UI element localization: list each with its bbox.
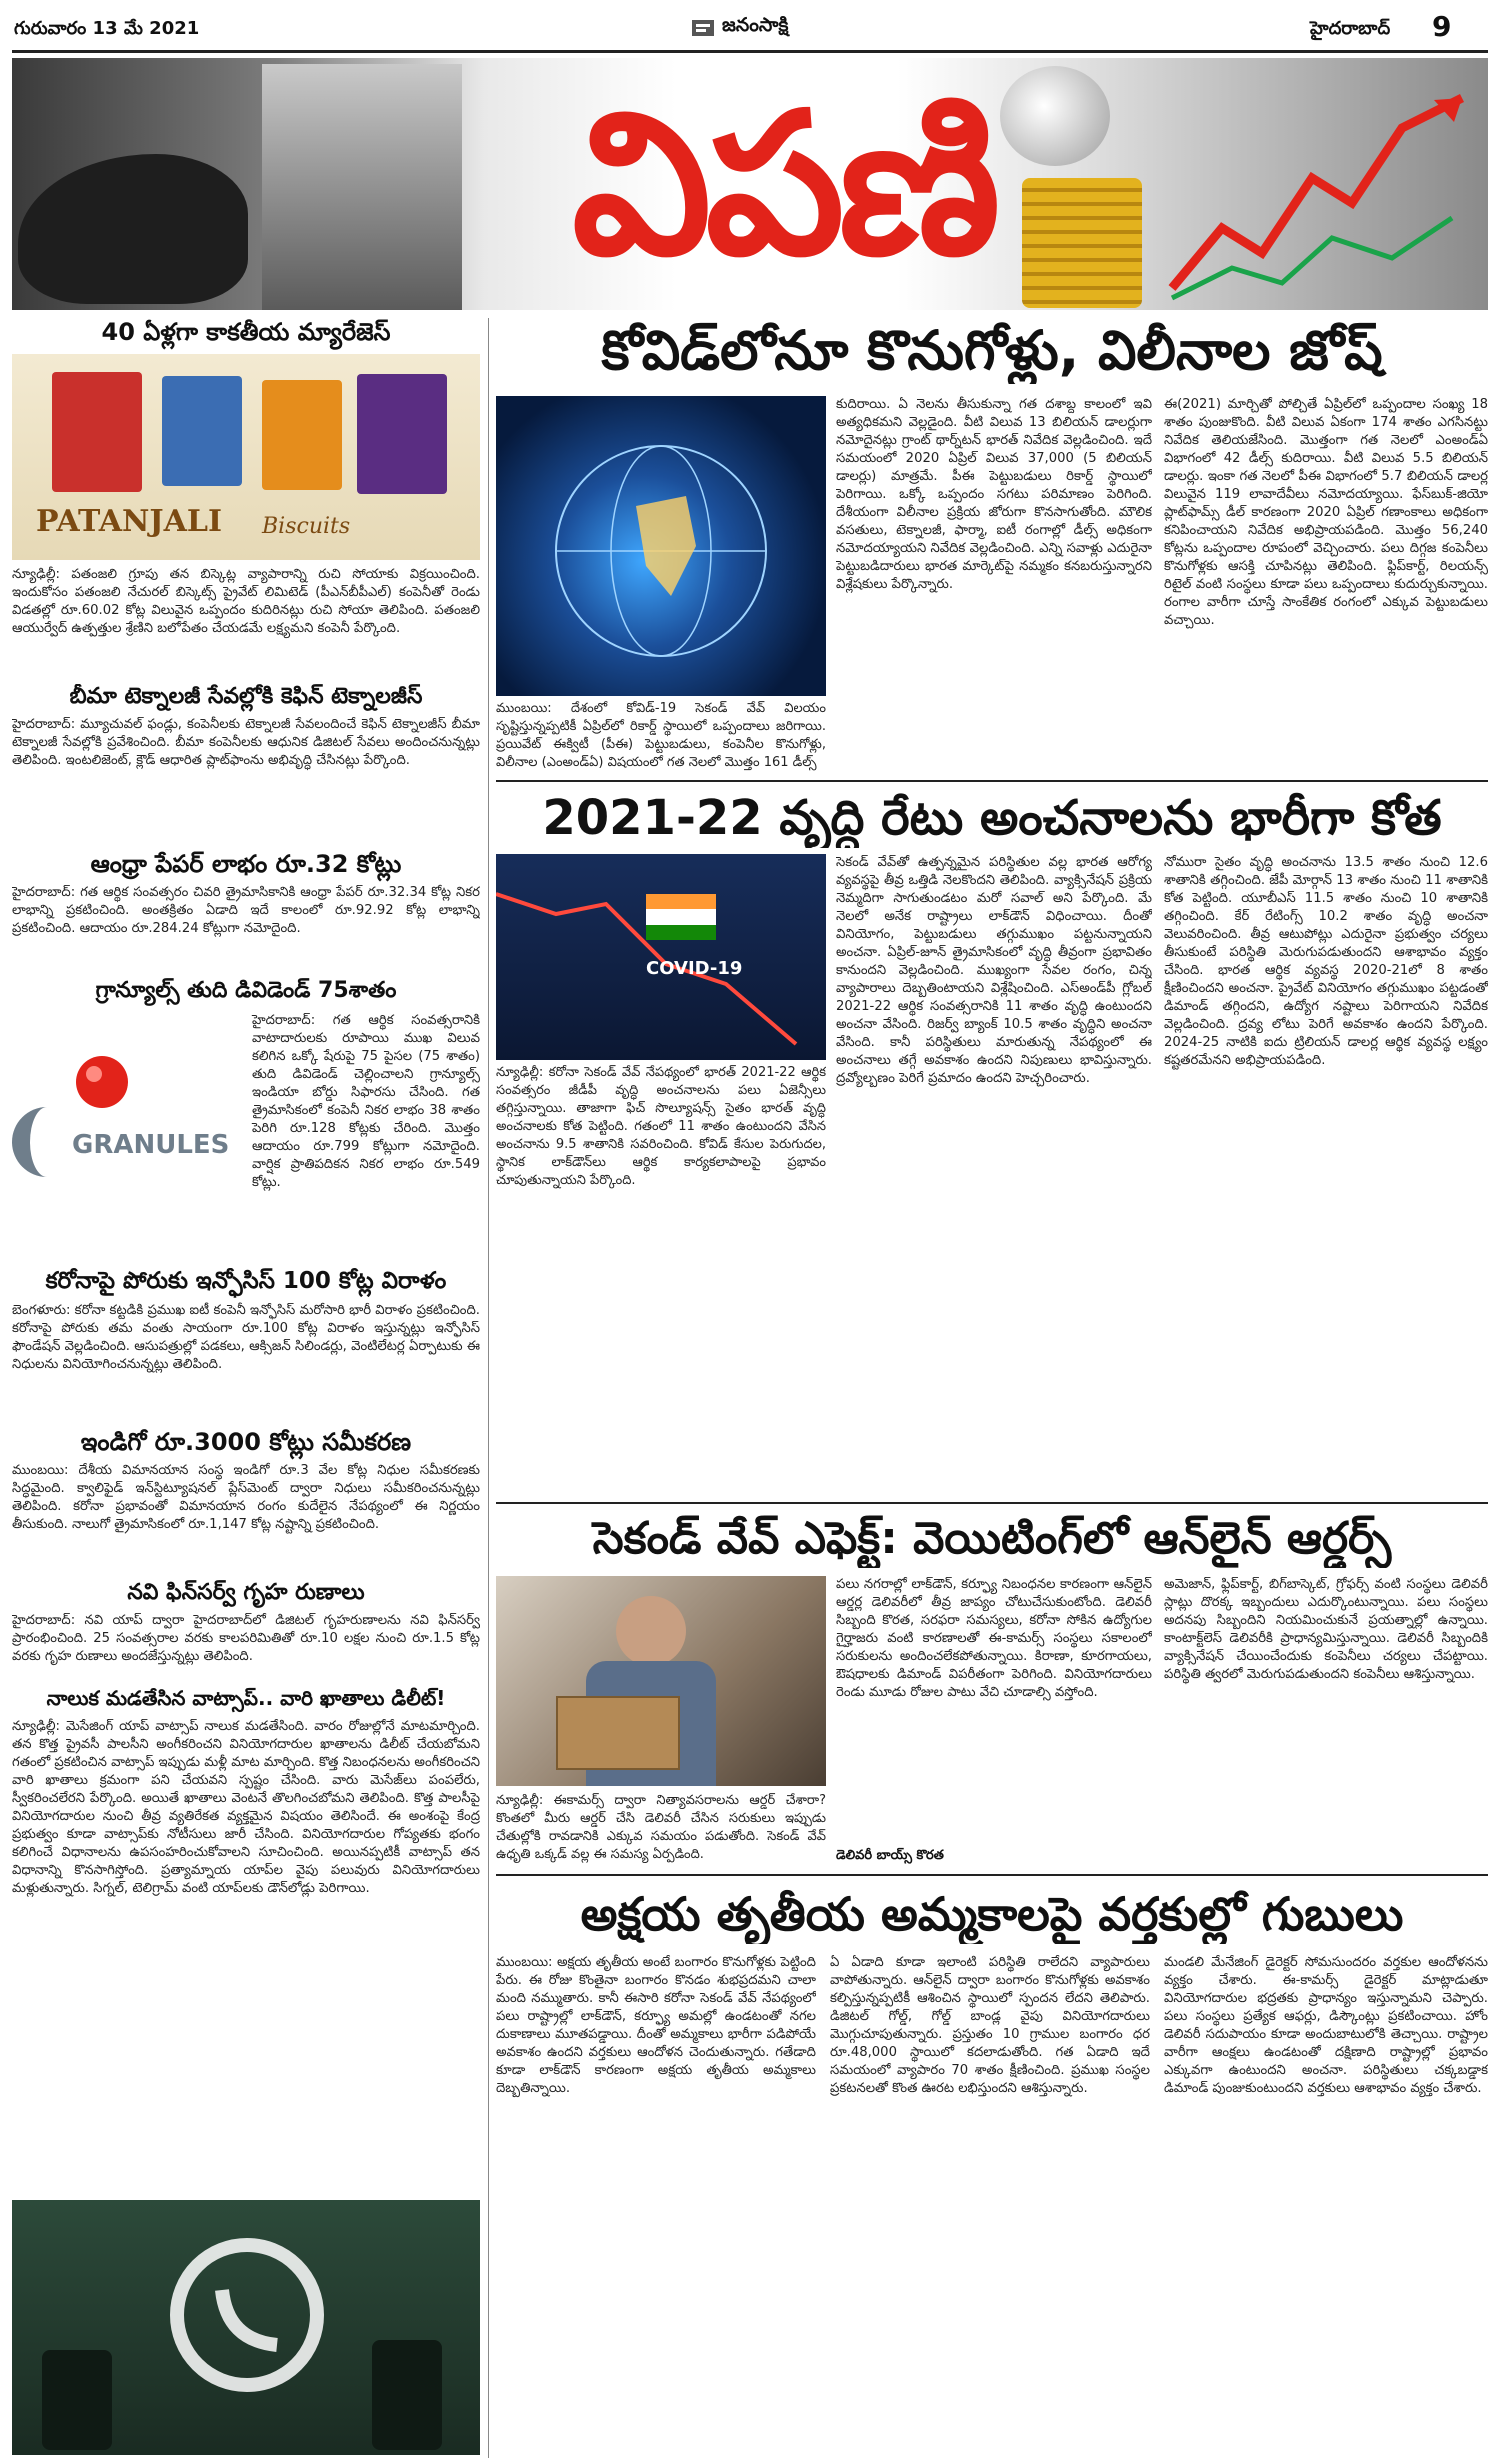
bull-image [18,154,248,304]
s7-headline: నవి ఫిన్‌సర్వ్ గృహ రుణాలు [127,1580,365,1605]
uptrend-arrow-icon [1162,78,1482,308]
a2-col1: సెకండ్ వేవ్‌తో ఉత్పన్నమైన పరిస్థితుల వల్ల భారత ఆరోగ్య వ్యవస్థపై తీవ్ర ఒత్తిడి నెలకొందని తెలిపింది. వ్యాక్సినేషన్ ప్రక్రియ నెమ్మదిగా సాగుతుండటం మరో సవాల్ అని పేర్కొంది. మే నెలలో అనేక రాష్ట్రాలు లాక్‌డౌన్ విధించాయి. దీంతో వినియోగం, పెట్టుబడులు తగ్గుముఖం పట్టనున్నాయని అంచనా. ఏప్రిల్-జూన్ త్రైమాసికంలో వృద్ధి తీవ్రంగా ప్రభావితం కానుందని వెల్లడించింది. ముఖ్యంగా సేవల రంగం, చిన్న వ్యాపారాలు దెబ్బతింటాయని విశ్లేషించింది. ఎస్అండ్‌పీ గ్లోబల్ 2021-22 ఆర్థిక సంవత్సరానికి 11 శాతం వృద్ధి ఉంటుందని అంచనా వేసింది. రిజర్వ్ బ్యాంక్ 10.5 శాతం వృద్ధిని అంచనా వేసింది. కానీ పరిస్థితులు మారుతున్న నేపథ్యంలో ఈ అంచనాలు తగ్గే అవకాశం ఉందని నిపుణులు భావిస్తున్నారు. ద్రవ్యోల్బణం పెరిగే ప్రమాదం ఉందని హెచ్చరించారు. [836,855,1152,1086]
paper-name: జనంసాక్షి [722,14,789,36]
a2-headline: 2021-22 వృద్ధి రేటు అంచనాలను భారీగా కోత [542,790,1442,846]
a1-col1: కుదిరాయి. ఏ నెలను తీసుకున్నా గత దశాబ్ద కాలంలో ఇవి అత్యధికమని వెల్లడైంది. వీటి విలువ 13 బిలియన్ డాలర్లుగా నమోదైనట్లు గ్రాంట్ థార్న్‌టన్ భారత్ నివేదిక వెల్లడించింది. ఇదే సమయంలో 2020 ఏప్రిల్ విలువ 37,000 (5 బిలియన్ డాలర్లు) మాత్రమే. పీఈ పెట్టుబడులు రికార్డ్ స్థాయిలో పెరిగాయి. ఒక్కో ఒప్పందం సగటు పరిమాణం పెరిగింది. దేశీయంగా విలీనాల ప్రక్రియ జోరుగా కొనసాగుతోంది. మౌలిక వసతులు, టెక్నాలజీ, ఫార్మా, ఐటీ రంగాల్లో డీల్స్ అధికంగా నమోదయ్యాయని నివేదిక వెల్లడించింది. ఎన్ని సవాళ్లు ఎదురైనా పెట్టుబడిదారులు భారత మార్కెట్‌పై నమ్మకం కనబరుస్తున్నారని విశ్లేషకులు పేర్కొన్నారు. [836,397,1152,592]
a2-photo-label: COVID-19 [646,958,743,979]
s8-body: న్యూఢిల్లీ: మెసేజింగ్ యాప్ వాట్సాప్ నాలుక మడతేసింది. వారం రోజుల్లోనే మాటమార్చింది. తన కొత్త ప్రైవసీ పాలసీని అంగీకరించని వినియోగదారుల ఖాతాలను డిలీట్ చేయబోమని గతంలో ప్రకటించిన వాట్సాప్ ఇప్పుడు మళ్లీ మాట మార్చింది. కొత్త నిబంధనలను అంగీకరించని వారి ఖాతాలు క్రమంగా పని చేయవని స్పష్టం చేసింది. వారు మెసేజ్‌లు పంపలేరు, స్వీకరించలేరని పేర్కొంది. అయితే ఖాతాలు వెంటనే తొలగించబోమని తెలిపింది. కొత్త పాలసీపై వినియోగదారుల నుంచి తీవ్ర వ్యతిరేకత వ్యక్తమైన విషయం తెలిసిందే. ఈ అంశంపై కేంద్ర ప్రభుత్వం కూడా వాట్సాప్‌కు నోటీసులు జారీ చేసింది. వినియోగదారుల గోప్యతకు భంగం కలిగించే విధానాలను ఉపసంహరించుకోవాలని సూచించింది. అయినప్పటికీ వాట్సాప్ తన విధానాన్ని కొనసాగిస్తోంది. ప్రత్యామ్నాయ యాప్‌ల వైపు పలువురు వినియోగదారులు మళ్లుతున్నారు. సిగ్నల్, టెలిగ్రామ్ వంటి యాప్‌లకు డౌన్‌లోడ్లు పెరిగాయి. [12,1719,480,1896]
s1-headline: 40 ఏళ్లగా కాకతీయ మ్యారేజెస్ [101,318,391,346]
stock-exchange-image [262,64,462,310]
globe-network-icon [536,426,786,676]
header-rule [12,50,1488,53]
biscuit-brand: PATANJALI [36,504,222,539]
a2-caption: న్యూఢిల్లీ: కరోనా సెకండ్ వేవ్ నేపథ్యంలో భారత్ 2021-22 ఆర్థిక సంవత్సరం జీడీపీ వృద్ధి అంచనాలను పలు ఏజెన్సీలు తగ్గిస్తున్నాయి. తాజాగా ఫిచ్ సొల్యూషన్స్ సైతం భారత్ వృద్ధి అంచనాలకు కోత పెట్టింది. గతంలో 11 శాతం ఉంటుందని వేసిన అంచనాను 9.5 శాతానికి సవరించింది. కోవిడ్ కేసుల పెరుగుదల, స్థానిక లాక్‌డౌన్‌లు ఆర్థిక కార్యకలాపాలపై ప్రభావం చూపుతున్నాయని పేర్కొంది. [496,1065,826,1188]
a2-rule [496,1502,1488,1504]
s4-headline: గ్రాన్యూల్స్ తుది డివిడెండ్ 75శాతం [95,978,397,1003]
s6-headline: ఇండిగో రూ.3000 కోట్లు సమీకరణ [80,1428,412,1456]
s8-headline: నాలుక మడతేసిన వాట్సాప్.. వారి ఖాతాలు డిలీట్! [46,1686,446,1710]
a4-col3: మండలి మేనేజింగ్ డైరెక్టర్ సోమసుందరం వర్తకుల ఆందోళనను వ్యక్తం చేశారు. ఈ-కామర్స్ డైరెక్టర్ మాట్లాడుతూ వినియోగదారుల భద్రతకు ప్రాధాన్యం ఇస్తున్నామని చెప్పారు. పలు సంస్థలు ప్రత్యేక ఆఫర్లు, డిస్కౌంట్లు ప్రకటించాయి. హోం డెలివరీ సదుపాయం కూడా అందుబాటులోకి తెచ్చాయి. రాష్ట్రాల వారీగా ఆంక్షలు ఉండటంతో దక్షిణాది రాష్ట్రాల్లో ప్రభావం ఎక్కువగా ఉంటుందని అంచనా. పరిస్థితులు చక్కబడ్డాక డిమాండ్ పుంజుకుంటుందని వర్తకులు ఆశాభావం వ్యక్తం చేశారు. [1164,1955,1488,2096]
city-name: హైదరాబాద్ [1310,18,1391,39]
a3-headline: సెకండ్ వేవ్ ఎఫెక్ట్: వెయిటింగ్‌లో ఆన్‌లైన్ ఆర్డర్స్ [592,1513,1392,1564]
a2-col2: నోమురా సైతం వృద్ధి అంచనాను 13.5 శాతం నుంచి 12.6 శాతానికి తగ్గించింది. జేపీ మోర్గాన్ 13 శాతం నుంచి 11 శాతానికి కోత పెట్టింది. యూబీఎస్ 11.5 శాతం నుంచి 10 శాతానికి తగ్గించింది. కేర్ రేటింగ్స్ 10.2 శాతం వృద్ధి అంచనా వెలువరించింది. తీవ్ర ఆటుపోట్లు ఎదురైనా ప్రభుత్వం చర్యలు తీసుకుంటే పరిస్థితి మెరుగుపడుతుందని ఆశాభావం వ్యక్తం చేసింది. భారత ఆర్థిక వ్యవస్థ 2020-21లో 8 శాతం క్షీణించిందని అంచనా. ప్రైవేట్ వినియోగం తగ్గుముఖం పట్టడంతో డిమాండ్ తగ్గిందని, ఉద్యోగ నష్టాలు పెరిగాయని నివేదిక వెల్లడించింది. ద్రవ్య లోటు పెరిగే అవకాశం ఉందని పేర్కొంది. 2024-25 నాటికి ఐదు ట్రిలియన్ డాలర్ల ఆర్థిక వ్యవస్థ లక్ష్యం కష్టతరమేనని అభిప్రాయపడింది. [1164,855,1488,1068]
a1-photo [496,396,826,696]
a1-caption: ముంబయి: దేశంలో కోవిడ్-19 సెకండ్ వేవ్ విలయం సృష్టిస్తున్నప్పటికీ ఏప్రిల్‌లో రికార్డ్ స్థాయిలో ఒప్పందాలు జరిగాయి. ప్రయివేట్ ఈక్విటీ (పీఈ) పెట్టుబడులు, కంపెనీల కొనుగోళ్లు, విలీనాల (ఎంఅండ్ఏ) విషయంలో గత నెలలో మొత్తం 161 డీల్స్ [496,701,826,770]
decline-chart-icon [496,854,826,1060]
a3-rule [496,1874,1488,1876]
s7-body: హైదరాబాద్: నవి యాప్ ద్వారా హైదరాబాద్‌లో డిజిటల్ గృహరుణాలను నవి ఫిన్‌సర్వ్ ప్రారంభించింది. 25 సంవత్సరాల వరకు కాలపరిమితితో రూ.10 లక్షల నుంచి రూ.1.5 కోట్ల వరకు గృహ రుణాలు అందజేస్తున్నట్లు తెలిపింది. [12,1613,480,1664]
page-number: 9 [1432,10,1452,43]
paper-logo [690,14,788,41]
a4-col2: ఏ ఏడాది కూడా ఇలాంటి పరిస్థితి రాలేదని వ్యాపారులు వాపోతున్నారు. ఆన్‌లైన్ ద్వారా బంగారం కొనుగోళ్లకు అవకాశం కల్పిస్తున్నప్పటికీ ఆశించిన స్థాయిలో స్పందన లేదని తెలిపారు. డిజిటల్ గోల్డ్, గోల్డ్ బాండ్ల వైపు వినియోగదారులు మొగ్గుచూపుతున్నారు. ప్రస్తుతం 10 గ్రాముల బంగారం ధర రూ.48,000 స్థాయిలో కదలాడుతోంది. గత ఏడాది ఇదే సమయంలో వ్యాపారం 70 శాతం క్షీణించింది. ప్రముఖ సంస్థల ప్రకటనలతో కొంత ఊరట లభిస్తుందని ఆశిస్తున్నారు. [830,1955,1150,2096]
section-banner [12,58,1488,310]
s3-headline: ఆంధ్రా పేపర్ లాభం రూ.32 కోట్లు [90,850,402,878]
delivery-person-head [616,1596,686,1666]
s2-headline: బీమా టెక్నాలజీ సేవల్లోకి కెఫిన్ టెక్నాలజీస్ [69,684,423,709]
issue-date: గురువారం 13 మే 2021 [14,18,200,39]
a4-col1: ముంబయి: అక్షయ తృతీయ అంటే బంగారం కొనుగోళ్లకు పెట్టింది పేరు. ఈ రోజు కొంతైనా బంగారం కొనడం శుభప్రదమని చాలా మంది నమ్ముతారు. కానీ ఈసారి కరోనా సెకండ్ వేవ్ నేపథ్యంలో పలు రాష్ట్రాల్లో లాక్‌డౌన్, కర్ఫ్యూ అమల్లో ఉండటంతో నగల దుకాణాలు మూతపడ్డాయి. దీంతో అమ్మకాలు భారీగా పడిపోయే అవకాశం ఉందని వర్తకులు ఆందోళన చెందుతున్నారు. గతేడాది కూడా లాక్‌డౌన్ కారణంగా అక్షయ తృతీయ అమ్మకాలు దెబ్బతిన్నాయి. [496,1955,816,2096]
whatsapp-logo-icon [162,2230,332,2400]
a1-headline: కోవిడ్‌లోనూ కొనుగోళ్లు, విలీనాల జోష్ [601,319,1383,382]
a3-caption: న్యూఢిల్లీ: ఈకామర్స్ ద్వారా నిత్యావసరాలను ఆర్డర్ చేశారా? కొంతలో మీరు ఆర్డర్ చేసి డెలివరీ చేసిన సరుకులు ఇప్పుడు చేతుల్లోకి రావడానికి ఎక్కువ సమయం పడుతోంది. సెకండ్ వేవ్ ఉధృతి ఒక్కడ్ వల్ల ఈ సమస్య ఏర్పడింది. [496,1793,826,1862]
a3-photo [496,1576,826,1786]
paper-emblem-icon [690,16,716,40]
globe-image [1000,66,1110,166]
s6-body: ముంబయి: దేశీయ విమానయాన సంస్థ ఇండిగో రూ.3 వేల కోట్ల నిధుల సమీకరణకు సిద్ధమైంది. క్వాలిఫైడ్ ఇన్‌స్టిట్యూషనల్ ప్లేస్‌మెంట్ ద్వారా నిధులు సమీకరించనున్నట్లు తెలిపింది. కరోనా ప్రభావంతో విమానయాన రంగం కుదేలైన నేపథ్యంలో ఈ నిర్ణయం తీసుకుంది. నాలుగో త్రైమాసికంలో రూ.1,147 కోట్ల నష్టాన్ని ప్రకటించింది. [12,1463,480,1532]
parcel-box-icon [556,1696,680,1770]
a4-headline: అక్షయ తృతీయ అమ్మకాలపై వర్తకుల్లో గుబులు [580,1887,1404,1941]
s4-body-text: హైదరాబాద్: గత ఆర్థిక సంవత్సరానికి వాటాదారులకు రూపాయి ముఖ విలువ కలిగిన ఒక్కో షేరుపై 75 పైసల (75 శాతం) తుది డివిడెండ్ చెల్లించాలని గ్రాన్యూల్స్ ఇండియా బోర్డు సిఫారసు చేసింది. గత త్రైమాసికంలో కంపెనీ నికర లాభం 38 శాతం పెరిగి రూ.128 కోట్లకు చేరింది. మొత్తం ఆదాయం రూ.799 కోట్లుగా నమోదైంది. వార్షిక ప్రాతిపదికన నికర లాభం రూ.549 కోట్లు. [252,1013,480,1190]
a1-col2: ఈ(2021) మార్చితో పోల్చితే ఏప్రిల్‌లో ఒప్పందాల సంఖ్య 18 శాతం పుంజుకొంది. వీటి విలువ ఏకంగా 174 శాతం ఎగసినట్టు నివేదిక తెలియజేసింది. మొత్తంగా గత నెలలో ఎంఅండ్ఏ విభాగంలో 42 డీల్స్ కుదిరాయి. వీటి విలువ 5.5 బిలియన్ డాలర్లు. ఇంకా గత నెలలో పీఈ విభాగంలో 5.7 బిలియన్ డాలర్ల విలువైన 119 లావాదేవీలు నమోదయ్యాయి. ఫేస్‌బుక్-జియో ప్లాట్‌ఫామ్స్ డీల్ కారణంగా 2020 ఏప్రిల్ గణాంకాలు అధికంగా కనిపించాయని నివేదిక అభిప్రాయపడింది. మొత్తం 56,240 కోట్లను ఒప్పందాల రూపంలో వెచ్చించారు. పలు దిగ్గజ కంపెనీలు కొనుగోళ్లకు ఆసక్తి చూపినట్లు తెలిపింది. ఫ్లిప్‌కార్ట్, రిలయన్స్ రిటైల్ వంటి సంస్థలు కూడా పలు ఒప్పందాలు కుదుర్చుకున్నాయి. రంగాల వారీగా చూస్తే సాంకేతిక రంగంలో ఎక్కువ పెట్టుబడులు వచ్చాయి. [1164,397,1488,628]
a2-photo [496,854,826,1060]
a3-byline: డెలివరీ బాయ్స్ కొరత [836,1848,944,1863]
biscuit-photo [12,354,480,560]
s5-body: బెంగళూరు: కరోనా కట్టడికి ప్రముఖ ఐటీ కంపెనీ ఇన్ఫోసిస్ మరోసారి భారీ విరాళం ప్రకటించింది. కరోనాపై పోరుకు తమ వంతు సాయంగా రూ.100 కోట్ల విరాళం ఇస్తున్నట్లు ఇన్ఫోసిస్ ఫౌండేషన్ వెల్లడించింది. ఆసుపత్రుల్లో పడకలు, ఆక్సిజన్ సిలిండర్లు, వెంటిలేటర్ల ఏర్పాటుకు ఈ నిధులను వినియోగించనున్నట్లు తెలిపింది. [12,1303,480,1372]
a3-col1: పలు నగరాల్లో లాక్‌డౌన్, కర్ఫ్యూ నిబంధనల కారణంగా ఆన్‌లైన్ ఆర్డర్ల డెలివరీలో తీవ్ర జాప్యం చోటుచేసుకుంటోంది. డెలివరీ సిబ్బంది కొరత, సరఫరా సమస్యలు, కరోనా సోకిన ఉద్యోగుల గైర్హాజరు వంటి కారణాలతో ఈ-కామర్స్ సంస్థలు సకాలంలో సరుకులను అందించలేకపోతున్నాయి. కిరాణా, కూరగాయలు, ఔషధాలకు డిమాండ్ విపరీతంగా పెరిగింది. వినియోగదారులు రెండు మూడు రోజుల పాటు వేచి చూడాల్సి వస్తోంది. [836,1577,1152,1700]
granules-logo-text: GRANULES [72,1130,230,1160]
a3-col2: అమెజాన్, ఫ్లిప్‌కార్ట్, బిగ్‌బాస్కెట్, గ్రోఫర్స్ వంటి సంస్థలు డెలివరీ స్లాట్లు దొరక్క ఇబ్బందులు ఎదుర్కొంటున్నాయి. పలు సంస్థలు అదనపు సిబ్బందిని నియమించుకునే ప్రయత్నాల్లో ఉన్నాయి. కాంటాక్ట్‌లెస్ డెలివరీకి ప్రాధాన్యమిస్తున్నాయి. డెలివరీ సిబ్బందికి వ్యాక్సినేషన్ చేయించేందుకు కంపెనీలు చర్యలు చేపట్టాయి. పరిస్థితి త్వరలో మెరుగుపడుతుందని కంపెనీలు ఆశిస్తున్నాయి. [1164,1577,1488,1682]
s4-body [12,1012,480,1258]
sidebar-divider [488,318,489,2458]
whatsapp-photo [12,2200,480,2455]
s2-body: హైదరాబాద్: మ్యూచువల్ ఫండ్లు, కంపెనీలకు టెక్నాలజీ సేవలందించే కెఫిన్ టెక్నాలజీస్ బీమా టెక్నాలజీ సేవల్లోకి ప్రవేశించింది. బీమా కంపెనీలకు ఆధునిక డిజిటల్ సేవలు అందించనున్నట్లు తెలిపింది. ఇంటలిజెంట్, క్లౌడ్ ఆధారిత ప్లాట్‌ఫాంను అభివృద్ధి చేసినట్లు పేర్కొంది. [12,717,480,768]
biscuit-sub: Biscuits [262,514,351,539]
s5-headline: కరోనాపై పోరుకు ఇన్ఫోసిస్ 100 కోట్ల విరాళం [45,1268,447,1294]
masthead-title: విపణి [572,69,995,299]
s1-body: న్యూఢిల్లీ: పతంజలి గ్రూపు తన బిస్కెట్ల వ్యాపారాన్ని రుచి సోయాకు విక్రయించింది. ఇందుకోసం పతంజలి నేచురల్ బిస్కెట్స్ ప్రైవేట్ లిమిటెడ్ (పీఎన్‌బీపీఎల్) కంపెనీతో రెండు విడతల్లో రూ.60.02 కోట్ల విలువైన ఒప్పందం కుదిరినట్లు రుచి సోయా తెలిపింది. పతంజలి ఆయుర్వేద్ ఉత్పత్తుల శ్రేణిని బలోపేతం చేయడమే లక్ష్యమని కంపెనీ పేర్కొంది. [12,567,480,636]
gold-coins-image [1022,178,1142,308]
s3-body: హైదరాబాద్: గత ఆర్థిక సంవత్సరం చివరి త్రైమాసికానికి ఆంధ్రా పేపర్ రూ.32.34 కోట్ల నికర లాభాన్ని ప్రకటించింది. అంతక్రితం ఏడాది ఇదే కాలంలో రూ.92.92 కోట్ల లాభాన్ని ప్రకటించింది. ఆదాయం రూ.284.24 కోట్లుగా నమోదైంది. [12,885,480,936]
a1-rule [496,780,1488,782]
